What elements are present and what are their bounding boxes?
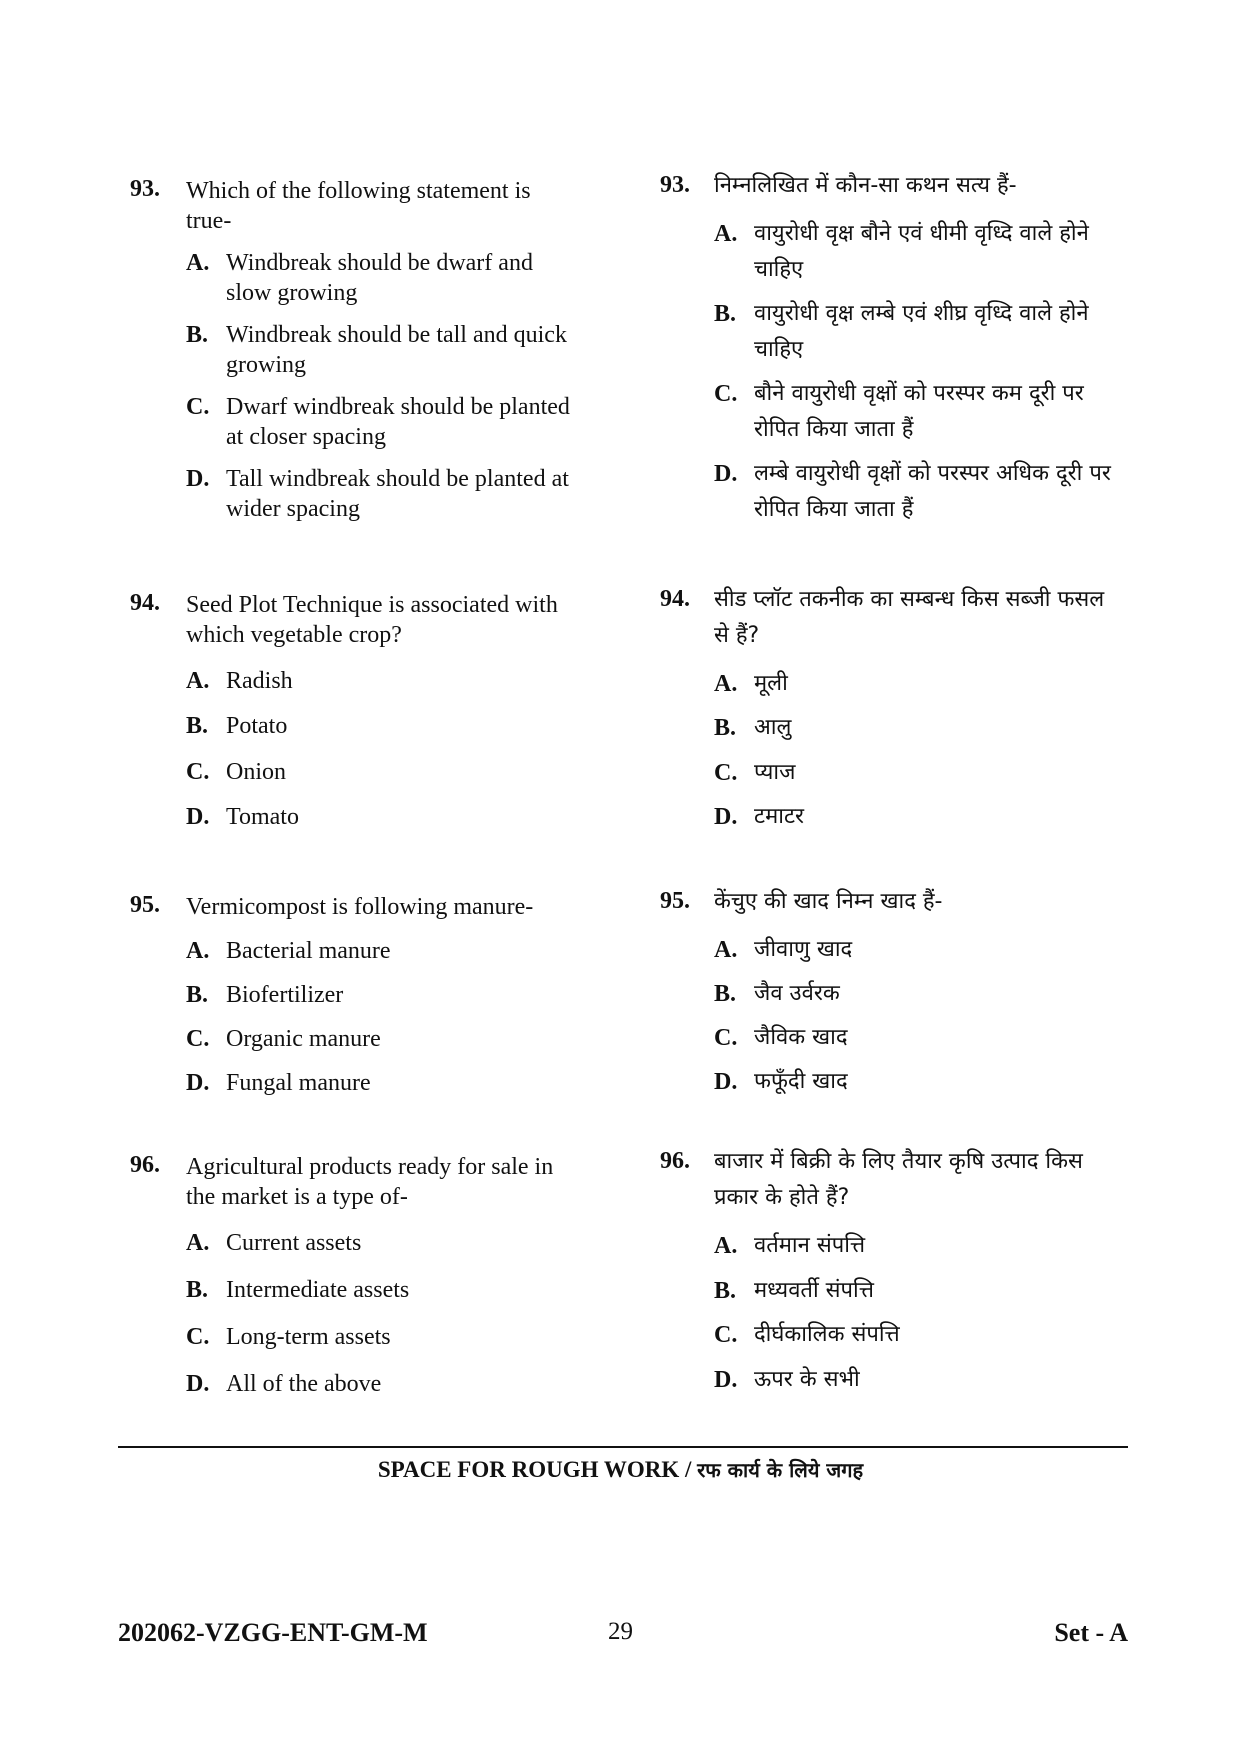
question-number: 93. [130, 176, 160, 202]
question-text: सीड प्लॉट तकनीक का सम्बन्ध किस सब्जी फसल से हैं? [714, 587, 1105, 648]
question-number: 94. [660, 586, 690, 612]
question-number: 95. [130, 892, 160, 918]
rough-work-heading: SPACE FOR ROUGH WORK / रफ कार्य के लिये जगह [377, 1457, 864, 1482]
divider-line [118, 1446, 1128, 1448]
set-label: Set - A [1054, 1618, 1128, 1647]
paper-code: 202062-VZGG-ENT-GM-M [118, 1618, 428, 1647]
question-text: Vermicompost is following manure- [186, 894, 534, 920]
question-text: निम्नलिखित में कौन-सा कथन सत्य हैं- [714, 173, 1017, 198]
page-number: 29 [608, 1618, 633, 1645]
question-text: केंचुए की खाद निम्न खाद हैं- [714, 889, 943, 914]
question-number: 96. [660, 1148, 690, 1174]
question-text: बाजार में बिक्री के लिए तैयार कृषि उत्पाद किस प्रकार के होते हैं? [714, 1149, 1083, 1210]
question-number: 96. [130, 1152, 160, 1178]
question-text: Which of the following statement is true- [186, 178, 531, 234]
question-number: 93. [660, 172, 690, 198]
question-text: Seed Plot Technique is associated with which vegetable crop? [186, 592, 558, 648]
question-number: 95. [660, 888, 690, 914]
question-text: Agricultural products ready for sale in the market is a type of- [186, 1154, 554, 1210]
question-number: 94. [130, 590, 160, 616]
